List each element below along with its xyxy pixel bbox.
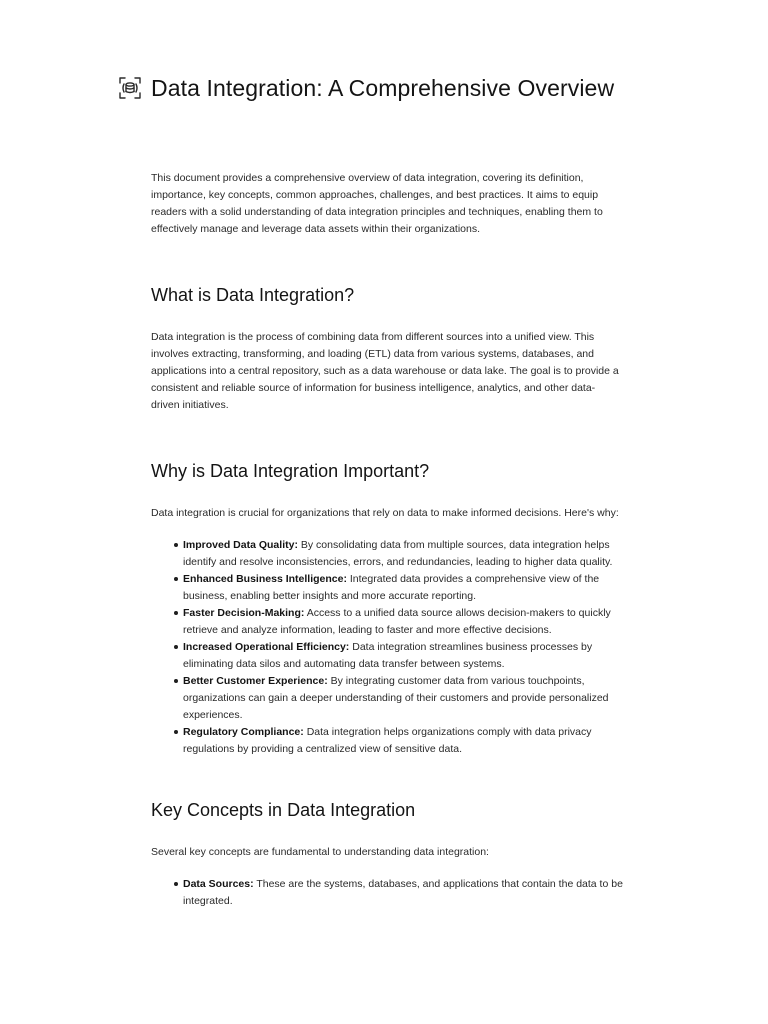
section-heading-key-concepts: Key Concepts in Data Integration — [151, 800, 416, 820]
list-item — [151, 571, 623, 605]
section-heading-what: What is Data Integration? — [151, 285, 355, 305]
list-item-term: Increased Operational Efficiency: — [183, 641, 350, 653]
list-item — [151, 537, 623, 571]
bullet-icon — [174, 645, 178, 649]
bullet-icon — [174, 730, 178, 734]
list-item — [151, 605, 623, 639]
page-title: Data Integration: A Comprehensive Overview — [151, 75, 615, 101]
list-item-term: Faster Decision-Making: — [183, 607, 305, 619]
list-item-text: Data integration streamlines business processes by eliminating data silos and automating data transfer between systems. — [183, 641, 593, 670]
title-row — [117, 72, 677, 105]
section-paragraph-why: Data integration is crucial for organizations that rely on data to make informed decisions. Here's why: — [151, 507, 619, 519]
key-concepts-list — [151, 876, 623, 910]
document-scan-icon — [117, 75, 143, 101]
section-paragraph-key-concepts: Several key concepts are fundamental to understanding data integration: — [151, 846, 489, 858]
document-body — [151, 170, 623, 910]
section-paragraph-what: Data integration is the process of combining data from different sources into a unified view. This involves extracting, transforming, and loading (ETL) data from various systems, databases, and applications into a central repository, such as a data warehouse or data lake. The goal is to provide a consistent and reliable source of information for business intelligence, analytics, and other data-driven initiatives. — [151, 331, 619, 411]
list-item-text: These are the systems, databases, and applications that contain the data to be integrated. — [183, 878, 623, 907]
list-item-text: Access to a unified data source allows decision-makers to quickly retrieve and analyze information, leading to faster and more effective decisions. — [183, 607, 611, 636]
bullet-icon — [174, 611, 178, 615]
bullet-icon — [174, 577, 178, 581]
list-item-text: Data integration helps organizations comply with data privacy regulations by providing a centralized view of sensitive data. — [183, 726, 592, 755]
list-item — [151, 724, 623, 758]
list-item — [151, 876, 623, 910]
list-item-term: Data Sources: — [183, 878, 254, 890]
importance-list — [151, 537, 623, 758]
list-item — [151, 673, 623, 724]
list-item-term: Regulatory Compliance: — [183, 726, 304, 738]
list-item-term: Better Customer Experience: — [183, 675, 328, 687]
bullet-icon — [174, 882, 178, 886]
bullet-icon — [174, 543, 178, 547]
list-item-text: Integrated data provides a comprehensive view of the business, enabling better insights and more accurate reporting. — [183, 573, 600, 602]
list-item — [151, 639, 623, 673]
list-item-text: By consolidating data from multiple sources, data integration helps identify and resolve inconsistencies, errors, and redundancies, leading to higher data quality. — [183, 539, 613, 568]
list-item-term: Enhanced Business Intelligence: — [183, 573, 347, 585]
intro-paragraph: This document provides a comprehensive overview of data integration, covering its definition, importance, key concepts, common approaches, challenges, and best practices. It aims to equip readers with a solid understanding of data integration principles and techniques, enabling them to effectively manage and leverage data assets within their organizations. — [151, 172, 603, 235]
list-item-term: Improved Data Quality: — [183, 539, 298, 551]
bullet-icon — [174, 679, 178, 683]
section-heading-why: Why is Data Integration Important? — [151, 461, 430, 481]
list-item-text: By integrating customer data from various touchpoints, organizations can gain a deeper understanding of their customers and provide personalized experiences. — [183, 675, 609, 721]
